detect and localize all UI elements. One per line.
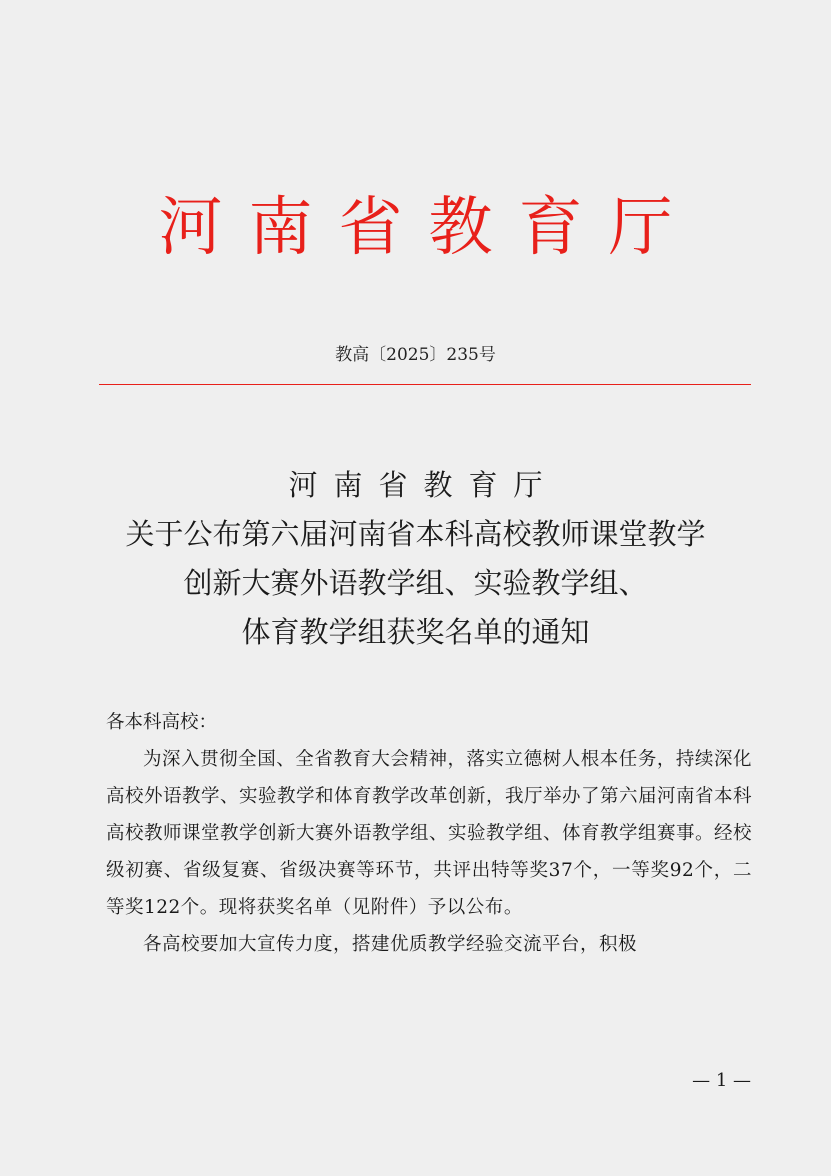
title-line-1: 关于公布第六届河南省本科高校教师课堂教学 <box>125 517 706 551</box>
document-number: 教高〔2025〕235号 <box>335 345 496 365</box>
masthead-title: 河南省教育厅 <box>158 191 699 265</box>
body-text <box>106 704 752 963</box>
paragraph-1: 为深入贯彻全国、全省教育大会精神，落实立德树人根本任务，持续深化高校外语教学、实验教学和体育教学改革创新，我厅举办了第六届河南省本科高校教师课堂教学创新大赛外语教学组、实验教学组、体育教学组赛事。经校级初赛、省级复赛、省级决赛等环节，共评出特等奖37个，一等奖92个，二等奖122个。现将获奖名单（见附件）予以公布。 <box>106 749 753 918</box>
salutation: 各本科高校： <box>106 712 218 733</box>
notice-title <box>0 461 831 657</box>
title-line-2: 创新大赛外语教学组、实验教学组、 <box>183 566 648 600</box>
paragraph-2: 各高校要加大宣传力度，搭建优质教学经验交流平台，积极 <box>143 934 638 955</box>
title-issuer: 河南省教育厅 <box>288 468 559 502</box>
title-line-3: 体育教学组获奖名单的通知 <box>241 615 590 649</box>
page-number: — 1 — <box>692 1070 751 1091</box>
red-divider <box>99 384 751 385</box>
